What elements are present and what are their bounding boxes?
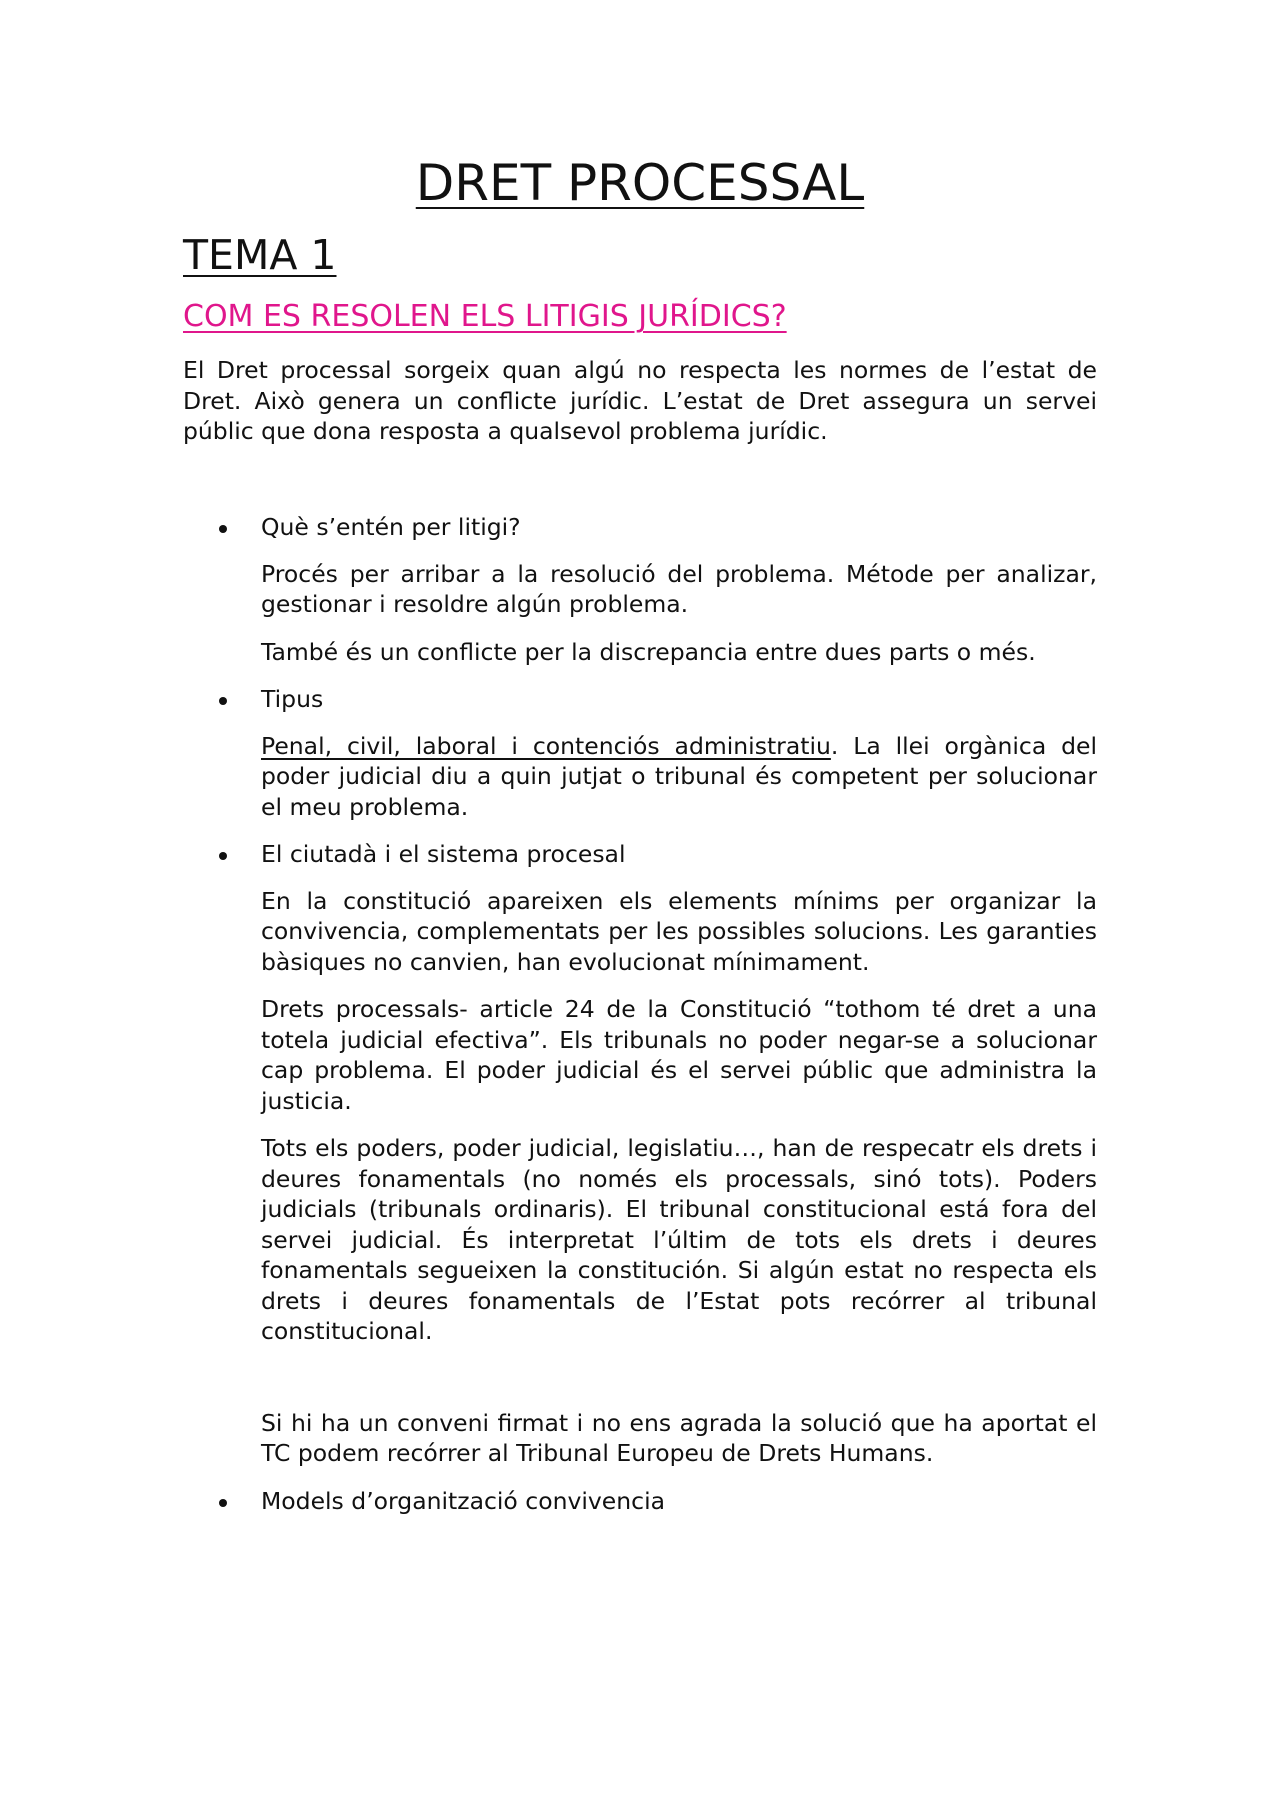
list-item <box>183 1486 1097 1517</box>
bullet-icon <box>219 525 227 533</box>
bullet-icon <box>219 1499 227 1507</box>
types-description: . La llei orgànica del poder judicial diu a quin jutjat o tribunal és competent per solucionar el meu problema. <box>261 731 1098 821</box>
bullet-paragraph: Procés per arribar a la resolució del problema. Métode per analizar, gestionar i resoldre algún problema. <box>261 559 1097 618</box>
list-item <box>183 684 1097 822</box>
bullet-paragraph: En la constitució apareixen els elements mínims per organizar la convivencia, complementats per les possibles solucions. Les garanties bàsiques no canvien, han evolucionat mínimament. <box>261 886 1097 976</box>
intro-paragraph: El Dret processal sorgeix quan algú no respecta les normes de l’estat de Dret. Això genera un conflicte jurídic. L’estat de Dret assegura un servei públic que dona resposta a qualsevol problema jurídic. <box>183 356 1097 445</box>
bullet-heading: El ciutadà i el sistema procesal <box>261 840 626 868</box>
bullet-paragraph: Drets processals- article 24 de la Constitució “tothom té dret a una totela judicial efectiva”. Els tribunals no poder negar-se a solucionar cap problema. El poder judicial és el servei públic que administra la justicia. <box>261 995 1097 1115</box>
bullet-paragraph: També és un conflicte per la discrepancia entre dues parts o més. <box>261 637 1036 666</box>
bullet-icon <box>219 852 227 860</box>
bullet-paragraph <box>261 731 1097 823</box>
bullet-icon <box>219 697 227 705</box>
bullet-paragraph: Tots els poders, poder judicial, legislatiu…, han de respecatr els drets i deures fonamentals (no només els processals, sinó tots). Poders judicials (tribunals ordinaris). El tribunal constitucional está fora del servei judicial. És interpretat l’últim de tots els drets i deures fonamentals segueixen la constitución. Si algún estat no respecta els drets i deures fonamentals de l’Estat pots recórrer al tribunal constitucional. <box>261 1134 1097 1345</box>
tema-heading: TEMA 1 <box>183 231 337 279</box>
document-title <box>0 150 1280 216</box>
list-item <box>183 512 1097 667</box>
bullet-heading: Què s’entén per litigi? <box>261 513 521 541</box>
document-title-text: DRET PROCESSAL <box>415 154 865 212</box>
bullet-heading: Tipus <box>261 685 324 713</box>
paragraph-spacer <box>261 1364 1097 1408</box>
section-title: COM ES RESOLEN ELS LITIGIS JURÍDICS? <box>183 299 787 334</box>
underlined-types: Penal, civil, laboral i contenciós administratiu <box>261 731 831 760</box>
list-item <box>183 839 1097 1469</box>
bullet-list <box>183 512 1097 1532</box>
bullet-paragraph: Si hi ha un conveni firmat i no ens agrada la solució que ha aportat el TC podem recórrer al Tribunal Europeu de Drets Humans. <box>261 1408 1097 1467</box>
bullet-heading: Models d’organització convivencia <box>261 1486 666 1515</box>
